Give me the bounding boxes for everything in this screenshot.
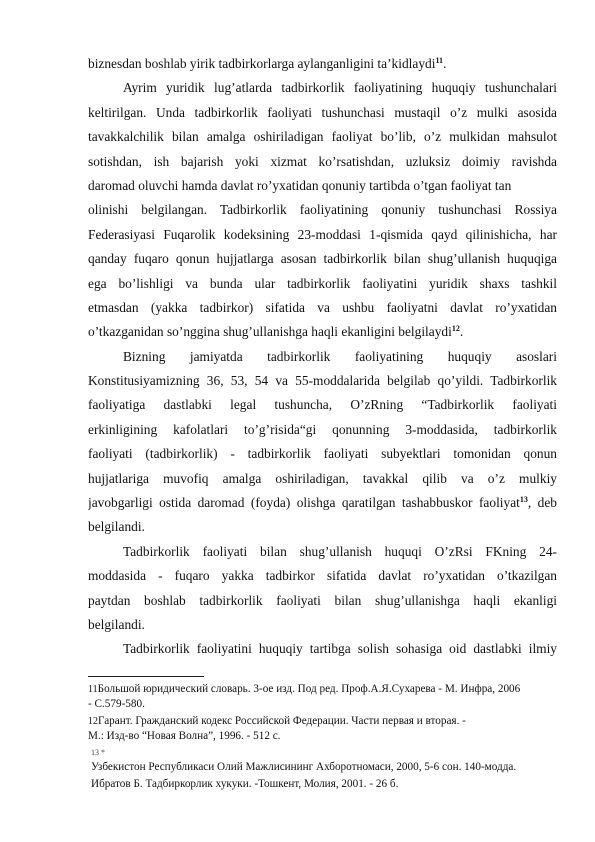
text-line <box>88 345 557 369</box>
text-span: keltirilgan. Unda tadbirkorlik faoliyati tushunchasi mustaqil o’z mulki asosida <box>88 104 557 120</box>
text-span: sotishdan, ish bajarish yoki xizmat ko’rsatishdan, uzluksiz doimiy ravishda <box>88 153 557 169</box>
text-line <box>88 198 557 222</box>
text-span: etmasdan (yakka tadbirkor) sifatida va ushbu faoliyatni davlat ro’yxatidan <box>88 299 557 315</box>
footnote-line <box>88 729 558 744</box>
text-span: o’tkazganidan so’nggina shug’ullanishga haqli ekanligini belgilaydi <box>88 324 452 340</box>
text-span: . <box>459 324 464 340</box>
text-span: ega bo’lishligi va bunda ular tadbirkorlik faoliyatini yuridik shaxs tashkil <box>88 275 557 291</box>
text-line <box>88 150 557 174</box>
text-line <box>88 125 557 149</box>
text-line <box>88 76 557 100</box>
text-span: Ayrim yuridik lug’atlarda tadbirkorlik faoliyatining huquqiy tushunchalari <box>123 80 557 96</box>
text-span: Tadbirkorlik faoliyatini huquqiy tartibga solish sohasiga oid dastlabki ilmiy <box>123 641 557 657</box>
text-span: faoliyatiga dastlabki legal tushuncha, O’zRning “Tadbirkorlik faoliyati <box>88 397 557 413</box>
footnote-line <box>88 697 558 712</box>
text-span: belgilandi. <box>88 519 145 535</box>
footnote-text: Гарант. Гражданский кодекс Российской Федерации. Части первая и вторая. - <box>98 715 466 727</box>
text-line <box>88 491 557 515</box>
text-span: faoliyati (tadbirkorlik) - tadbirkorlik faoliyati subyektlari tomonidan qonun <box>88 446 557 462</box>
text-line <box>88 101 557 125</box>
text-line <box>88 467 557 491</box>
footnote-text: - С.579-580. <box>88 698 145 710</box>
text-span: tavakkalchilik bilan amalga oshiriladigan faoliyat bo’lib, o’z mulkidan mahsulot <box>88 129 557 145</box>
text-span: javobgarligi ostida daromad (foyda) olishga qaratilgan tashabbuskor faoliyat <box>88 495 520 511</box>
text-span: . <box>443 56 447 71</box>
text-line <box>88 320 557 344</box>
text-line <box>88 540 557 564</box>
text-span: hujjatlariga muvofiq amalga oshiriladigan, tavakkal qilib va o’z mulkiy <box>88 470 557 486</box>
text-span: olinishi belgilangan. Tadbirkorlik faoliyatining qonuniy tushunchasi Rossiya <box>88 202 557 218</box>
text-span: paytdan boshlab tadbirkorlik faoliyati bilan shug’ullanishga haqli ekanligi <box>88 592 557 608</box>
text-span: belgilandi. <box>88 616 145 632</box>
text-line <box>88 247 557 271</box>
footnote-line <box>88 714 558 729</box>
footnote-line <box>91 760 561 775</box>
text-span: Federasiyasi Fuqarolik kodeksining 23-moddasi 1-qismida qayd qilinishicha, har <box>88 226 557 242</box>
footnote-text: М.: Изд-во “Новая Волна”, 1996. - 512 с. <box>88 730 281 742</box>
text-line <box>88 296 557 320</box>
text-line <box>88 564 557 588</box>
document-body <box>88 52 557 662</box>
footnote-line <box>91 745 561 760</box>
footnote-text: Ибратов Б. Тадбиркорлик хукуки. -Тошкент, Молия, 2001. - 26 б. <box>91 778 399 790</box>
text-span: Tadbirkorlik faoliyati bilan shug’ullanish huquqi O’zRsi FKning 24- <box>123 543 557 559</box>
text-span: qanday fuqaro qonun hujjatlarga asosan tadbirkorlik bilan shug’ullanish huquqiga <box>88 251 557 267</box>
footnote-number: 11 <box>88 684 98 695</box>
footnote-reference: 12 <box>451 324 460 334</box>
footnote-number: 12 <box>88 716 98 727</box>
footnote-reference: 11 <box>435 56 444 65</box>
footnote-text: Узбекистон Республикаси Олий Мажлисининг Ахборотномаси, 2000, 5-6 сон. 140-модда. <box>91 761 517 773</box>
text-line <box>88 515 557 539</box>
footnote-text: 13 * <box>91 748 105 757</box>
text-span: biznesdan boshlab yirik tadbirkorlarga aylanganligini ta’kidlaydi <box>88 56 436 71</box>
text-line <box>88 369 557 393</box>
text-line <box>88 418 557 442</box>
footnote-text: Большой юридический словарь. 3-ое изд. Под ред. Проф.А.Я.Сухарева - М. Инфра, 2006 <box>97 683 521 695</box>
footnote-reference: 13 <box>519 495 528 505</box>
text-span: daromad oluvchi hamda davlat ro’yxatidan qonuniy tartibda o’tgan faoliyat tan <box>88 177 512 193</box>
text-line <box>88 442 557 466</box>
text-span: moddasida - fuqaro yakka tadbirkor sifatida davlat ro’yxatidan o’tkazilgan <box>88 568 557 584</box>
footnote-separator <box>88 676 204 677</box>
text-line <box>88 613 557 637</box>
text-line <box>88 272 557 296</box>
text-line <box>88 174 557 198</box>
text-line <box>88 589 557 613</box>
text-line <box>88 52 557 76</box>
text-span: erkinligining kafolatlari to’g’risida“gi qonunning 3-moddasida, tadbirkorlik <box>88 421 557 437</box>
footnote-line <box>88 682 558 697</box>
text-line <box>88 223 557 247</box>
footnote-line <box>91 777 561 792</box>
text-span: , deb <box>527 495 557 511</box>
text-span: Bizning jamiyatda tadbirkorlik faoliyatining huquqiy asoslari <box>123 348 557 364</box>
text-line <box>88 393 557 417</box>
text-line <box>88 637 557 661</box>
text-span: Konstitusiyamizning 36, 53, 54 va 55-moddalarida belgilab qo’yildi. Tadbirkorlik <box>88 373 557 389</box>
